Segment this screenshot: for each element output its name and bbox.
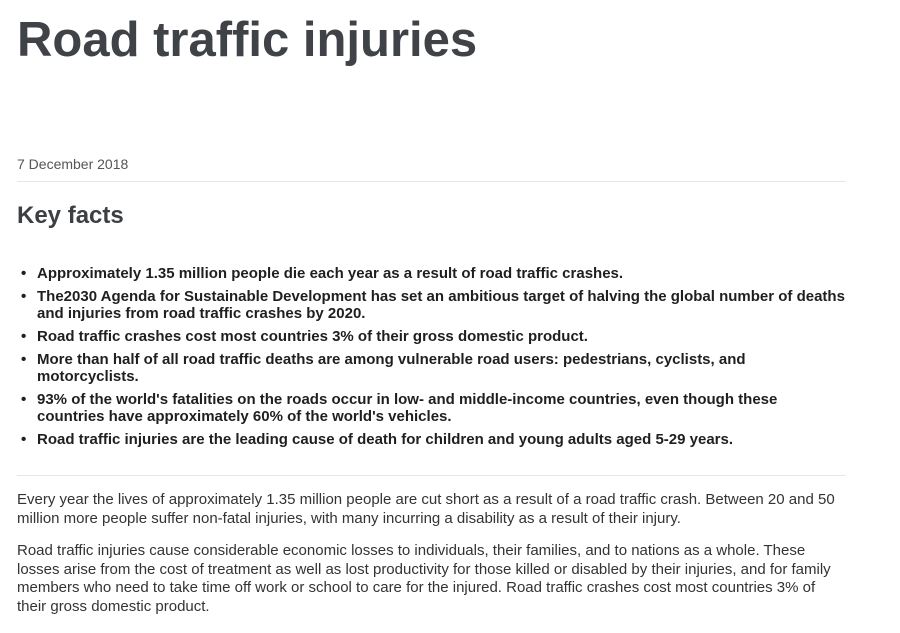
divider-bottom: [17, 475, 846, 476]
key-fact-item: [21, 265, 846, 282]
bullet-icon: •: [21, 431, 27, 448]
key-fact-text: More than half of all road traffic deaths are among vulnerable road users: pedestrians, cyclists, and motorcyclists.: [37, 351, 746, 385]
bullet-icon: •: [21, 351, 27, 368]
key-fact-item: [21, 391, 846, 425]
bullet-icon: •: [21, 328, 27, 345]
page-title: Road traffic injuries: [17, 13, 478, 67]
key-fact-text: 93% of the world's fatalities on the roads occur in low- and middle-income countries, even though these countries have approximately 60% of the world's vehicles.: [37, 391, 778, 425]
key-fact-text: Road traffic crashes cost most countries 3% of their gross domestic product.: [37, 328, 588, 345]
divider-top: [17, 181, 846, 182]
key-fact-item: [21, 351, 846, 385]
key-fact-item: [21, 328, 846, 345]
key-facts-heading: Key facts: [17, 202, 124, 229]
key-fact-text: Road traffic injuries are the leading cause of death for children and young adults aged 5-29 years.: [37, 431, 734, 448]
key-facts-list: [17, 265, 846, 454]
publication-date: 7 December 2018: [17, 156, 129, 172]
article-body: [17, 491, 846, 630]
bullet-icon: •: [21, 288, 27, 305]
key-fact-item: [21, 288, 846, 322]
key-fact-text: The2030 Agenda for Sustainable Development has set an ambitious target of halving the global number of deaths and injuries from road traffic crashes by 2020.: [37, 288, 845, 322]
body-paragraph: Road traffic injuries cause considerable economic losses to individuals, their families, and to nations as a whole. These losses arise from the cost of treatment as well as lost productivity for those killed or disabled by their injuries, and for family members who need to take time off work or school to care for the injured. Road traffic crashes cost most countries 3% of their gross domestic product.: [17, 542, 831, 615]
key-fact-item: [21, 431, 846, 448]
body-paragraph: Every year the lives of approximately 1.35 million people are cut short as a result of a road traffic crash. Between 20 and 50 million more people suffer non-fatal injuries, with many incurring a disability as a result of their injury.: [17, 491, 835, 527]
key-fact-text: Approximately 1.35 million people die each year as a result of road traffic crashes.: [37, 265, 624, 282]
bullet-icon: •: [21, 391, 27, 408]
bullet-icon: •: [21, 265, 27, 282]
